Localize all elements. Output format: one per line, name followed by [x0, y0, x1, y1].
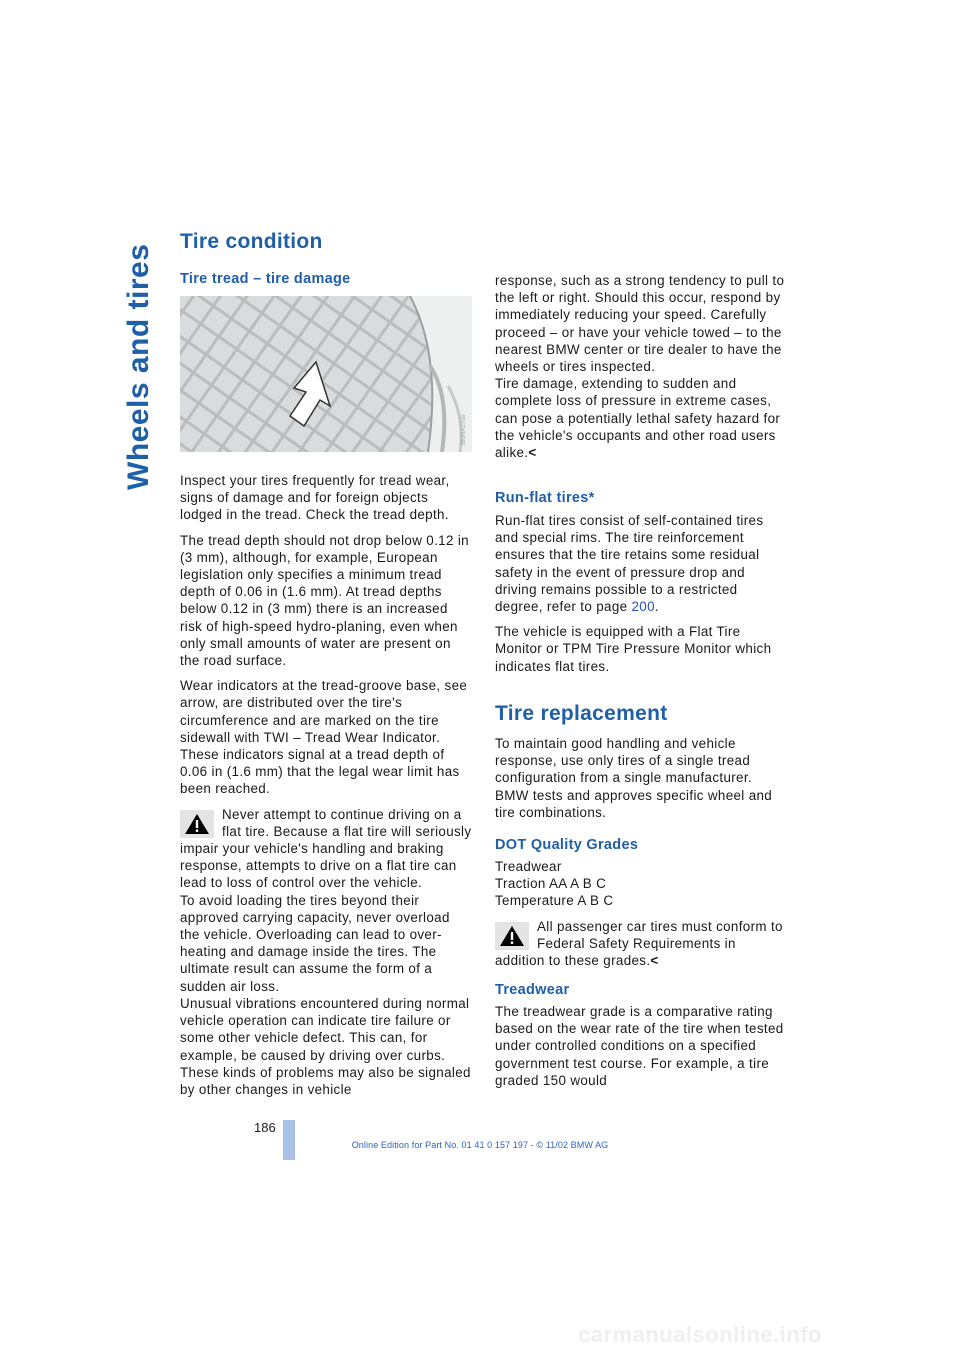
page-side-bar	[283, 1120, 295, 1160]
paragraph-text: Tire damage, extending to sudden and complete loss of pressure in extreme cases, can pose a potentially lethal safety hazard for the vehicle's occupants and other road users alike.	[495, 376, 781, 461]
grade-line: Temperature A B C	[495, 893, 614, 909]
warning-triangle-icon	[495, 922, 529, 950]
right-column	[495, 272, 787, 469]
warning-note	[495, 918, 787, 970]
grade-line: Treadwear	[495, 859, 562, 874]
heading-tire-tread: Tire tread – tire damage	[180, 271, 351, 287]
page-number: 186	[254, 1120, 276, 1135]
end-mark: <	[650, 953, 659, 969]
paragraph-text: .	[654, 599, 659, 615]
watermark-text: carmanualsonline.info	[578, 1322, 822, 1347]
heading-tire-replacement: Tire replacement	[495, 702, 668, 725]
page-link-200[interactable]: 200	[631, 599, 655, 615]
paragraph: Wear indicators at the tread-groove base, see arrow, are distributed over the tire's circumference and are marked on the tire sidewall with TWI – Tread Wear Indicator. These indicators signal at a tread depth of 0.06 in (1.6 mm) that the legal wear limit has been reached.	[180, 678, 468, 797]
warning-text: Never attempt to continue driving on a flat tire. Because a flat tire will seriously impair your vehicle's handling and braking response, attempts to drive on a flat tire can lead to loss of control over the vehicle.	[180, 806, 472, 891]
paragraph-text: Run-flat tires consist of self-contained tires and special rims. The tire reinforcement ensures that the tire retains some residual safety in the event of pressure drop and driving remains possible to a restricted degree, refer to page	[495, 513, 764, 615]
warning-text: All passenger car tires must conform to Federal Safety Requirements in addition to these grades.	[495, 918, 783, 969]
dot-section	[495, 858, 787, 977]
watermark	[578, 1322, 948, 1356]
heading-tire-condition: Tire condition	[180, 230, 323, 253]
replacement-section	[495, 735, 787, 829]
paragraph: The treadwear grade is a comparative rating based on the wear rate of the tire when tested under controlled conditions on a specified government test course. For example, a tire graded 150 would	[495, 1004, 784, 1088]
paragraph: Inspect your tires frequently for tread wear, signs of damage and for foreign objects lodged in the tread. Check the tread depth.	[180, 473, 450, 523]
end-mark: <	[528, 445, 537, 461]
paragraph: To avoid loading the tires beyond their approved carrying capacity, never overload the vehicle. Overloading can lead to over-heating and damage inside the tires. The ultimate result can assume the form of a sudden air loss.	[180, 892, 450, 994]
heading-runflat: Run-flat tires*	[495, 490, 595, 506]
side-title-text: Wheels and tires	[122, 243, 155, 490]
image-code: 380NA27de	[461, 414, 467, 446]
footer-edition-note: Online Edition for Part No. 01 41 0 157 197 - © 11/02 BMW AG	[351, 1140, 609, 1150]
heading-treadwear: Treadwear	[495, 982, 570, 998]
grade-line: Traction AA A B C	[495, 876, 607, 892]
paragraph: To maintain good handling and vehicle response, use only tires of a single tread configuration from a single manufacturer. BMW tests and approves specific wheel and tire combinations.	[495, 736, 773, 820]
paragraph	[495, 375, 787, 461]
paragraph: The tread depth should not drop below 0.12 in (3 mm), although, for example, European legislation only specifies a minimum tread depth of 0.06 in (1.6 mm). At tread depths below 0.12 in (3 mm) there is an increased risk of high-speed hydro-planing, even when only small amounts of water are present on the road surface.	[180, 532, 469, 669]
paragraph	[495, 512, 787, 615]
left-column	[180, 472, 472, 1098]
warning-triangle-icon	[180, 810, 214, 838]
runflat-section	[495, 512, 787, 683]
paragraph: Unusual vibrations encountered during normal vehicle operation can indicate tire failure or some other vehicle defect. This can, for example, be caused by driving over curbs. These kinds of problems may also be signaled by other changes in vehicle	[180, 995, 471, 1097]
treadwear-section	[495, 1003, 787, 1097]
warning-note	[180, 806, 472, 892]
heading-dot-quality-grades: DOT Quality Grades	[495, 837, 639, 853]
side-title	[110, 230, 156, 490]
paragraph: response, such as a strong tendency to pull to the left or right. Should this occur, respond by immediately reducing your speed. Carefully proceed – or have your vehicle towed – to the nearest BMW center or tire dealer to have the wheels or tires inspected.	[495, 273, 785, 375]
tire-tread-illustration	[180, 296, 472, 452]
paragraph: The vehicle is equipped with a Flat Tire Monitor or TPM Tire Pressure Monitor which indicates flat tires.	[495, 624, 772, 674]
